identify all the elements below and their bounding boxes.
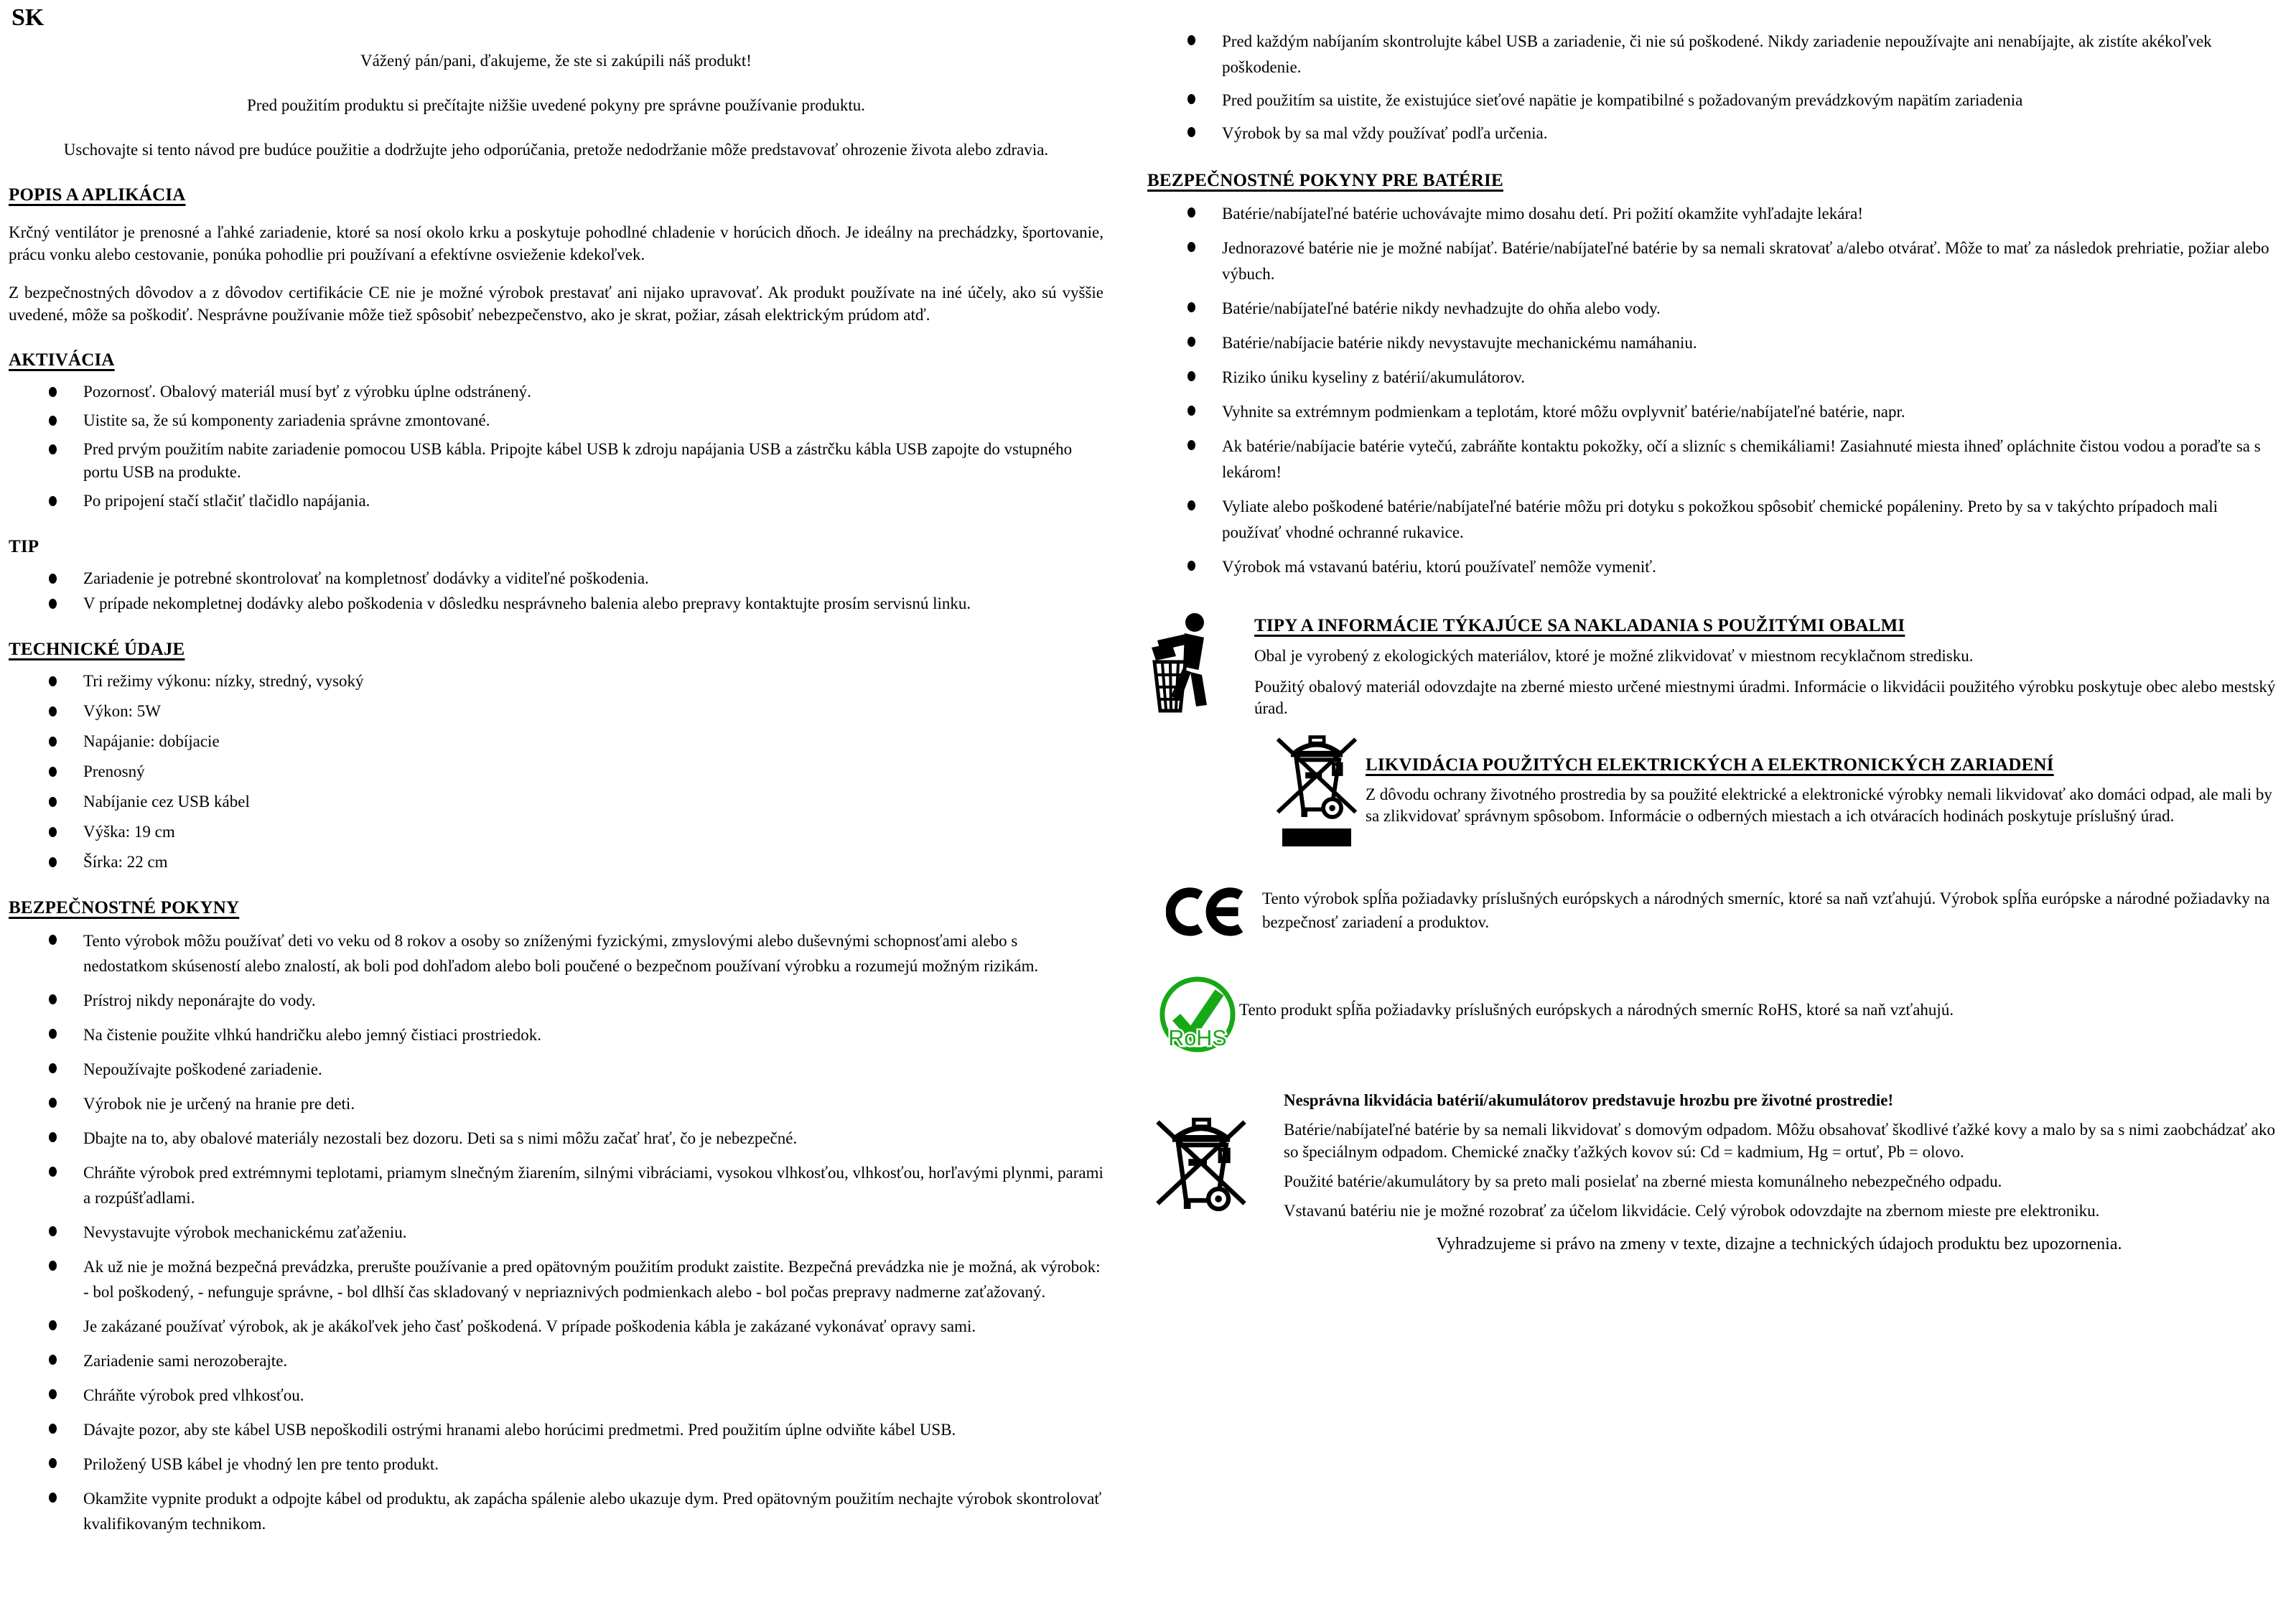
list-item: Pred použitím sa uistite, že existujúce sieťové napätie je kompatibilné s požadovaným prevádzkovým napätím zariadenia	[1222, 88, 2280, 113]
language-code: SK	[11, 4, 45, 31]
list-item: Zariadenie sami nerozoberajte.	[83, 1348, 1103, 1373]
list-item: Tento výrobok môžu používať deti vo veku od 8 rokov a osoby so zníženými fyzickými, zmyslovými alebo duševnými schopnosťami alebo s nedostatkom skúseností alebo znalostí, ak boli pod dohľadom alebo boli poučené o bezpečnom používaní výrobku a rozumejú možným rizikám.	[83, 928, 1103, 979]
list-item: Batérie/nabíjateľné batérie uchovávajte mimo dosahu detí. Pri požití okamžite vyhľadajte lekára!	[1222, 201, 2280, 227]
list-item: Uistite sa, že sú komponenty zariadenia správne zmontované.	[83, 409, 1103, 432]
list-item: Prenosný	[83, 760, 1103, 783]
activation-list	[9, 380, 1103, 513]
intro-block	[9, 50, 1103, 161]
list-item: Na čistenie použite vlhkú handričku alebo jemný čistiaci prostriedok.	[83, 1022, 1103, 1047]
list-item: Napájanie: dobíjacie	[83, 730, 1103, 753]
safety-list	[9, 928, 1103, 1536]
paragraph: Z dôvodu ochrany životného prostredia by sa použité elektrické a elektronické výrobky nemali likvidovať ako domáci odpad, ale mali by sa zlikvidovať správnym spôsobom. Informácie o odberných miestach a ich otváracích hodinách poskytuje príslušný úrad.	[1366, 785, 2272, 825]
section-title-weee: LIKVIDÁCIA POUŽITÝCH ELEKTRICKÝCH A ELEKTRONICKÝCH ZARIADENÍ	[1366, 755, 2054, 775]
weee-crossed-bin-icon	[1274, 728, 1363, 846]
packaging-section	[1147, 612, 2280, 724]
list-item: Nevystavujte výrobok mechanickému zaťaženiu.	[83, 1220, 1103, 1245]
section-title-safety: BEZPEČNOSTNÉ POKYNY	[9, 898, 240, 917]
paragraph: Použitý obalový materiál odovzdajte na zberné miesto určené miestnymi úradmi. Informácie o likvidácii použitého výrobku poskytuje obec alebo mestský úrad.	[1254, 678, 2276, 717]
list-item: Ak už nie je možná bezpečná prevádzka, prerušte používanie a pred opätovným použitím produkt zaistite. Bezpečná prevádzka nie je možná, ak výrobok: - bol poškodený, - nefunguje správne, - bol dlhší čas skladovaný v nepriaznivých podmienkach alebo - bol počas prepravy nadmerne zaťažovaný.	[83, 1254, 1103, 1304]
list-item: Tri režimy výkonu: nízky, stredný, vysoký	[83, 670, 1103, 693]
section-title-tech: TECHNICKÉ ÚDAJE	[9, 640, 185, 659]
paragraph: Použité batérie/akumulátory by sa preto mali posielať na zberné miesta komunálneho nebezpečného odpadu.	[1284, 1172, 2002, 1190]
list-item: Pozornosť. Obalový materiál musí byť z výrobku úplne odstránený.	[83, 380, 1103, 403]
list-item: Pred každým nabíjaním skontrolujte kábel USB a zariadenie, či nie sú poškodené. Nikdy zariadenie nepoužívajte ani nenabíjajte, ak zistíte akékoľvek poškodenie.	[1222, 29, 2280, 80]
battery-safety-list	[1147, 201, 2280, 580]
list-item: Nabíjanie cez USB kábel	[83, 790, 1103, 813]
paragraph: Z bezpečnostných dôvodov a z dôvodov certifikácie CE nie je možné výrobok prestavať ani nijako upravovať. Ak produkt používate na iné účely, ako sú vyššie uvedené, môže sa poškodiť. Nesprávne používanie môže tiež spôsobiť nebezpečenstvo, ako je skrat, požiar, zásah elektrickým prúdom atď.	[9, 284, 1103, 324]
list-item: Nepoužívajte poškodené zariadenie.	[83, 1057, 1103, 1082]
list-item: Okamžite vypnite produkt a odpojte kábel od produktu, ak zapácha spálenie alebo ukazuje dym. Pred opätovným použitím nechajte výrobok skontrolovať kvalifikovaným technikom.	[83, 1486, 1103, 1536]
list-item: V prípade nekompletnej dodávky alebo poškodenia v dôsledku nesprávneho balenia alebo prepravy kontaktujte prosím servisnú linku.	[83, 592, 1103, 615]
paragraph: Krčný ventilátor je prenosné a ľahké zariadenie, ktoré sa nosí okolo krku a poskytuje pohodlné chladenie v horúcich dňoch. Je ideálny na prechádzky, športovanie, prácu vonku alebo cestovanie, ponúka pohodlie pri používaní a efektívne osvieženie kdekoľvek.	[9, 223, 1103, 263]
weee-black-bar	[1282, 828, 1351, 846]
intro-line: Pred použitím produktu si prečítajte nižšie uvedené pokyny pre správne používanie produktu.	[247, 96, 865, 114]
weee-content	[1366, 728, 2280, 827]
list-item: Výkon: 5W	[83, 700, 1103, 723]
list-item: Výrobok nie je určený na hranie pre deti.	[83, 1091, 1103, 1116]
section-title-packaging: TIPY A INFORMÁCIE TÝKAJÚCE SA NAKLADANIA S POUŽITÝMI OBALMI	[1254, 616, 1905, 635]
list-item: Chráňte výrobok pred extrémnymi teplotami, priamym slnečným žiarením, silnými vibráciami, vysokou vlhkosťou, vlhkosťou, horľavými plynmi, parami a rozpúšťadlami.	[83, 1160, 1103, 1210]
paragraph: Vstavanú batériu nie je možné rozobrať za účelom likvidácie. Celý výrobok odovzdajte na zbernom mieste pre elektroniku.	[1284, 1202, 2100, 1220]
list-item: Ak batérie/nabíjacie batérie vytečú, zabráňte kontaktu pokožky, očí a slizníc s chemikáliami! Zasiahnuté miesta ihneď opláchnite čistou vodou a poraďte sa s lekárom!	[1222, 434, 2280, 485]
list-item: Jednorazové batérie nie je možné nabíjať. Batérie/nabíjateľné batérie by sa nemali skratovať a/alebo otvárať. Môže to mať za následok prehriatie, požiar alebo výbuch.	[1222, 235, 2280, 287]
list-item: Vyhnite sa extrémnym podmienkam a teplotám, ktoré môžu ovplyvniť batérie/nabíjateľné batérie, napr.	[1222, 399, 2280, 425]
list-item: Je zakázané používať výrobok, ak je akákoľvek jeho časť poškodená. V prípade poškodenia kábla je zakázané vykonávať opravy sami.	[83, 1314, 1103, 1339]
safety-continued-list	[1147, 29, 2280, 146]
ce-section	[1147, 884, 2280, 945]
rohs-label: RoHS	[1168, 1026, 1227, 1051]
description-paragraphs	[9, 221, 1103, 326]
battery-disposal-section	[1147, 1083, 2280, 1222]
intro-line: Uschovajte si tento návod pre budúce použitie a dodržujte jeho odporúčania, pretože nedodržanie môže predstavovať ohrozenie života alebo zdravia.	[63, 141, 1049, 159]
battery-disposal-heading: Nesprávna likvidácia batérií/akumulátorov predstavuje hrozbu pre životné prostredie!	[1284, 1091, 1894, 1109]
rohs-text: Tento produkt spĺňa požiadavky príslušných európskych a národných smerníc RoHS, ktoré sa naň vzťahujú.	[1239, 1001, 1954, 1019]
list-item: Zariadenie je potrebné skontrolovať na kompletnosť dodávky a viditeľné poškodenia.	[83, 567, 1103, 590]
list-item: Šírka: 22 cm	[83, 851, 1103, 874]
tidy-man-icon	[1147, 612, 1223, 724]
list-item: Batérie/nabíjacie batérie nikdy nevystavujte mechanickému namáhaniu.	[1222, 330, 2280, 356]
list-item: Výrobok má vstavanú batériu, ktorú používateľ nemôže vymeniť.	[1222, 554, 2280, 580]
list-item: Dávajte pozor, aby ste kábel USB nepoškodili ostrými hranami alebo horúcimi predmetmi. Pred použitím úplne odviňte kábel USB.	[83, 1417, 1103, 1442]
list-item: Batérie/nabíjateľné batérie nikdy nevhadzujte do ohňa alebo vody.	[1222, 296, 2280, 322]
tech-list	[9, 670, 1103, 874]
list-item: Pred prvým použitím nabite zariadenie pomocou USB kábla. Pripojte kábel USB k zdroju napájania USB a zástrčku kábla USB zapojte do vstupného portu USB na produkte.	[83, 438, 1103, 484]
list-item: Priložený USB kábel je vhodný len pre tento produkt.	[83, 1452, 1103, 1477]
list-item: Dbajte na to, aby obalové materiály nezostali bez dozoru. Deti sa s nimi môžu začať hrať, čo je nebezpečné.	[83, 1126, 1103, 1151]
section-title-activation: AKTIVÁCIA	[9, 350, 115, 370]
list-item: Vyliate alebo poškodené batérie/nabíjateľné batérie môžu pri dotyku s pokožkou spôsobiť chemické popáleniny. Preto by sa v takýchto prípadoch mali používať vhodné ochranné rukavice.	[1222, 494, 2280, 546]
ce-mark-icon	[1166, 884, 1246, 945]
rohs-check-icon	[1157, 974, 1238, 1059]
paragraph: Obal je vyrobený z ekologických materiálov, ktoré je možné zlikvidovať v miestnom recyklačnom stredisku.	[1254, 647, 1974, 665]
list-item: Výrobok by sa mal vždy používať podľa určenia.	[1222, 121, 2280, 146]
right-column	[1147, 0, 2280, 1256]
list-item: Výška: 19 cm	[83, 821, 1103, 844]
intro-line: Vážený pán/pani, ďakujeme, že ste si zakúpili náš produkt!	[360, 52, 752, 70]
footer-note: Vyhradzujeme si právo na zmeny v texte, dizajne a technických údajoch produktu bez upozornenia.	[1436, 1235, 2122, 1253]
battery-disposal-content	[1284, 1083, 2280, 1222]
left-column	[9, 0, 1103, 1546]
paragraph: Batérie/nabíjateľné batérie by sa nemali likvidovať s domovým odpadom. Môžu obsahovať škodlivé ťažké kovy a malo by sa s nimi zaobchádzať ako so špeciálnym odpadom. Chemické značky ťažkých kovov sú: Cd = kadmium, Hg = ortuť, Pb = olovo.	[1284, 1121, 2275, 1161]
list-item: Chráňte výrobok pred vlhkosťou.	[83, 1383, 1103, 1408]
packaging-content	[1254, 612, 2280, 719]
rohs-section	[1147, 974, 2280, 1059]
ce-text: Tento výrobok spĺňa požiadavky príslušných európskych a národných smerníc, ktoré sa naň vzťahujú. Výrobok spĺňa európske a národné požiadavky na bezpečnosť zariadení a produktov.	[1262, 889, 2270, 931]
list-item: Po pripojení stačí stlačiť tlačidlo napájania.	[83, 490, 1103, 513]
section-title-description: POPIS A APLIKÁCIA	[9, 185, 186, 205]
section-title-tip: TIP	[9, 537, 39, 556]
section-title-battery-safety: BEZPEČNOSTNÉ POKYNY PRE BATÉRIE	[1147, 171, 1503, 190]
weee-section	[1274, 728, 2280, 846]
list-item: Prístroj nikdy neponárajte do vody.	[83, 988, 1103, 1013]
battery-crossed-bin-icon	[1153, 1109, 1249, 1218]
tip-list	[9, 567, 1103, 615]
list-item: Riziko úniku kyseliny z batérií/akumulátorov.	[1222, 365, 2280, 391]
